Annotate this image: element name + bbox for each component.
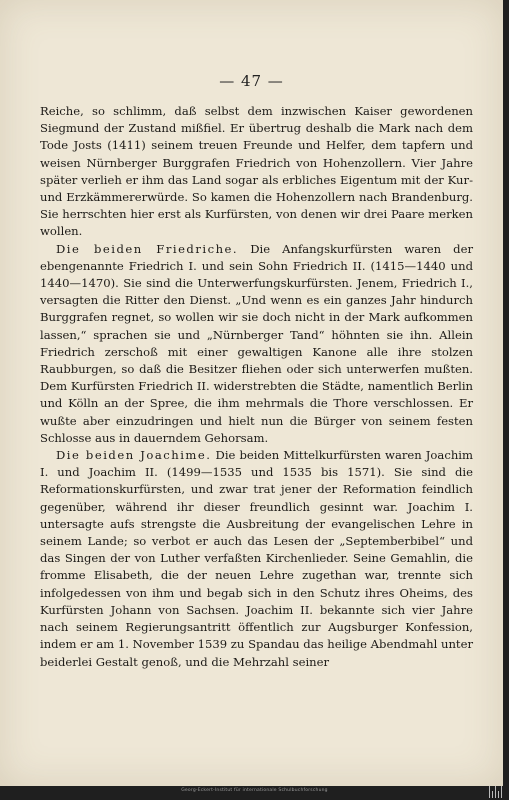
paragraph-2-lead: Die beiden Friedriche. [56, 241, 239, 256]
paragraph-2 [40, 241, 473, 447]
digitization-footer: Georg-Eckert-Institut für internationale Schulbuchforschung [181, 788, 328, 793]
paragraph-3-lead: Die beiden Joachime. [56, 448, 212, 463]
paragraph-2-text: Die Anfangskurfürsten waren der ebengenannte Friedrich I. und sein Sohn Friedrich II. (1415—1440 und 1440—1470). Sie sind die Unterwerfungskurfürsten. Jenem, Friedrich I., versagten die Ritter den Dienst. „Und wenn es ein ganzes Jahr hindurch Burggrafen regnet, so wollen wir sie doch nicht in der Mark aufkommen lassen,“ sprachen sie und „Nürnberger Tand“ höhnten sie ihn. Allein Friedrich zerschoß mit einer gewaltigen Kanone alle ihre stolzen Raubburgen, so daß die Besitzer fliehen oder sich unterwerfen mußten. Dem Kurfürsten Friedrich II. widerstrebten die Städte, namentlich Berlin und Kölln an der Spree, die ihm mehrmals die Thore verschlossen. Er wußte aber einzudringen und hielt nun die Bürger von seinem festen Schlosse aus in dauerndem Gehorsam. [40, 241, 473, 445]
paragraph-3 [40, 447, 473, 671]
page-number: — 47 — [219, 72, 284, 90]
paragraph-1 [40, 103, 473, 241]
scan-ruler-icon [488, 778, 504, 798]
body-text [40, 103, 473, 671]
paragraph-3-text: Die beiden Mittelkurfürsten waren Joachim I. und Joachim II. (1499—1535 und 1535 bis 1571). Sie sind die Reformationskurfürsten, und zwar trat jener der Reformation feindlich gegenüber, während ihr dieser freundlich gesinnt war. Joachim I. untersagte aufs strengste die Ausbreitung der evangelischen Lehre in seinem Lande; so verbot er auch das Lesen der „Septemberbibel“ und das Singen der von Luther verfaßten Kirchenlieder. Seine Gemahlin, die fromme Elisabeth, die der neuen Lehre zugethan war, trennte sich infolgedessen von ihm und begab sich in den Schutz ihres Oheims, des Kurfürsten Johann von Sachsen. Joachim II. bekannte sich vier Jahre nach seinem Regierungsantritt öffentlich zur Augsburger Konfession, indem er am 1. November 1539 zu Spandau das heilige Abendmahl unter beiderlei Gestalt genoß, und die Mehrzahl seiner [40, 448, 473, 669]
paragraph-1-text: Reiche, so schlimm, daß selbst dem inzwischen Kaiser gewordenen Siegmund der Zustand mißfiel. Er übertrug deshalb die Mark nach dem Tode Josts (1411) seinem treuen Freunde und Helfer, dem tapfern und weisen Nürnberger Burggrafen Friedrich von Hohenzollern. Vier Jahre später verlieh er ihm das Land sogar als erbliches Eigentum mit der Kur- und Erzkämmererwürde. So kamen die Hohenzollern nach Brandenburg. Sie herrschten hier erst als Kurfürsten, von denen wir drei Paare merken wollen. [40, 104, 473, 239]
